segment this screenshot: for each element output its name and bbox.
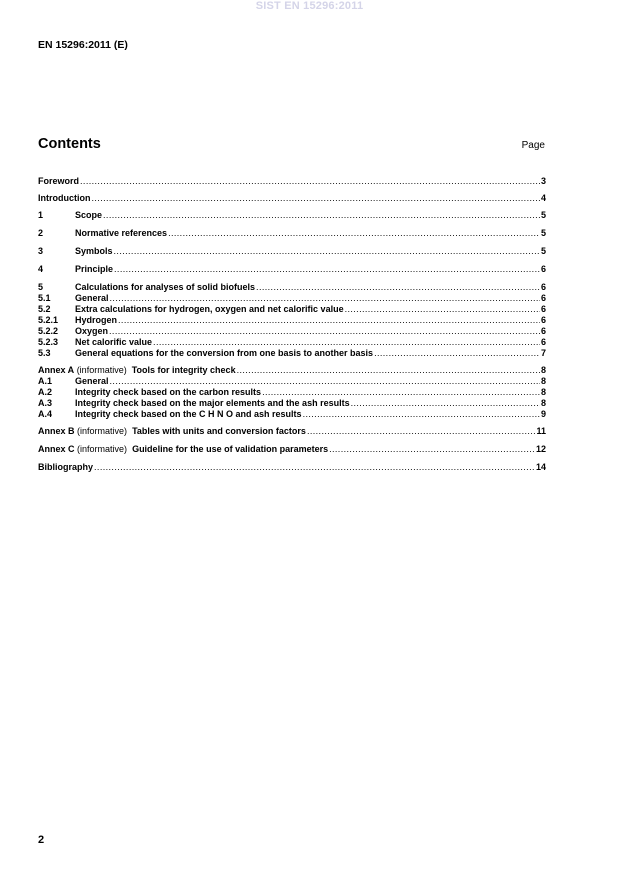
toc-entry-title <box>38 365 236 376</box>
dot-leader <box>110 376 540 387</box>
toc-entry-annex-c[interactable] <box>38 444 546 455</box>
toc-entry-page: 6 <box>540 337 546 347</box>
toc-entry-foreword[interactable] <box>38 176 546 187</box>
annex-title: Guideline for the use of validation parameters <box>132 444 329 454</box>
toc-entry-page: 8 <box>540 365 546 375</box>
dot-leader <box>168 228 540 239</box>
annex-type: (informative) <box>77 426 128 436</box>
annex-label: Annex B <box>38 426 75 436</box>
toc-entry-hydrogen[interactable] <box>38 315 546 326</box>
toc-entry-page: 9 <box>540 409 546 419</box>
toc-entry-title: Foreword <box>38 176 80 186</box>
dot-leader <box>153 337 540 348</box>
toc-entry-title: Normative references <box>75 228 168 238</box>
dot-leader <box>114 264 540 275</box>
toc-entry-major-elements-check[interactable] <box>38 398 546 409</box>
toc-entry-calculations[interactable] <box>38 282 546 293</box>
toc-entry-title: Hydrogen <box>75 315 118 325</box>
toc-entry-page: 7 <box>540 348 546 358</box>
dot-leader <box>262 387 540 398</box>
toc-entry-symbols[interactable] <box>38 246 546 257</box>
toc-entry-number: 5.1 <box>38 293 51 303</box>
dot-leader <box>80 176 540 187</box>
document-id: EN 15296:2011 (E) <box>38 39 128 51</box>
toc-entry-number: 3 <box>38 246 44 256</box>
toc-entry-net-calorific-value[interactable] <box>38 337 546 348</box>
toc-entry-title: Integrity check based on the major elements and the ash results <box>75 398 350 408</box>
dot-leader <box>329 444 535 455</box>
toc-entry-title: Introduction <box>38 193 91 203</box>
dot-leader <box>110 293 540 304</box>
dot-leader <box>374 348 540 359</box>
toc-entry-page: 8 <box>540 398 546 408</box>
toc-entry-title: General <box>75 376 109 386</box>
toc-entry-title: Net calorific value <box>75 337 153 347</box>
toc-entry-number: A.4 <box>38 409 53 419</box>
dot-leader <box>114 246 540 257</box>
watermark: SIST EN 15296:2011 <box>255 0 364 12</box>
toc-entry-title <box>38 444 328 455</box>
dot-leader <box>118 315 540 326</box>
toc-entry-title: General <box>75 293 109 303</box>
toc-entry-general-equations[interactable] <box>38 348 546 359</box>
toc-entry-page: 11 <box>536 426 546 436</box>
toc-entry-page: 6 <box>540 315 546 325</box>
toc-entry-number: A.3 <box>38 398 53 408</box>
toc-entry-number: 5.2.1 <box>38 315 59 325</box>
toc-entry-number: 1 <box>38 210 44 220</box>
toc-entry-page: 14 <box>535 462 546 472</box>
toc-entry-number: 2 <box>38 228 44 238</box>
toc-entry-annex-b[interactable] <box>38 426 546 437</box>
toc-entry-oxygen[interactable] <box>38 326 546 337</box>
annex-title: Tools for integrity check <box>131 365 236 375</box>
toc-entry-title: Calculations for analyses of solid biofuels <box>75 282 256 292</box>
toc-entry-normative-references[interactable] <box>38 228 546 239</box>
dot-leader <box>351 398 540 409</box>
annex-label: Annex A <box>38 365 75 375</box>
toc-entry-page: 8 <box>540 376 546 386</box>
dot-leader <box>103 210 540 221</box>
toc-entry-number: 5.2.2 <box>38 326 59 336</box>
dot-leader <box>307 426 536 437</box>
toc-entry-number: 5.2 <box>38 304 51 314</box>
toc-entry-page: 6 <box>540 304 546 314</box>
toc-entry-chno-check[interactable] <box>38 409 546 420</box>
toc-entry-title: Principle <box>75 264 114 274</box>
toc-entry-carbon-check[interactable] <box>38 387 546 398</box>
toc-entry-general[interactable] <box>38 293 546 304</box>
annex-title: Tables with units and conversion factors <box>132 426 306 436</box>
toc-entry-title: Oxygen <box>75 326 109 336</box>
toc-entry-principle[interactable] <box>38 264 546 275</box>
toc-entry-page: 8 <box>540 387 546 397</box>
toc-entry-annex-a-general[interactable] <box>38 376 546 387</box>
toc-entry-title <box>38 426 306 437</box>
toc-entry-number: 4 <box>38 264 44 274</box>
dot-leader <box>303 409 540 420</box>
toc-entry-page: 6 <box>540 326 546 336</box>
dot-leader <box>92 193 540 204</box>
toc-entry-page: 5 <box>540 228 546 238</box>
toc-entry-annex-a[interactable] <box>38 365 546 376</box>
toc-entry-page: 6 <box>540 282 546 292</box>
toc-entry-bibliography[interactable] <box>38 462 546 473</box>
toc-entry-scope[interactable] <box>38 210 546 221</box>
toc-entry-number: 5.3 <box>38 348 51 358</box>
toc-entry-page: 5 <box>540 246 546 256</box>
toc-entry-page: 5 <box>540 210 546 220</box>
toc-entry-page: 12 <box>535 444 546 454</box>
toc-entry-title: Integrity check based on the C H N O and ash results <box>75 409 302 419</box>
toc-entry-title: General equations for the conversion from one basis to another basis <box>75 348 374 358</box>
page-title: Contents <box>38 136 101 152</box>
toc-entry-number: A.2 <box>38 387 53 397</box>
page-column-label: Page <box>521 140 545 151</box>
toc-entry-page: 6 <box>540 264 546 274</box>
annex-label: Annex C <box>38 444 75 454</box>
toc-entry-page: 4 <box>540 193 546 203</box>
toc-entry-extra-calculations[interactable] <box>38 304 546 315</box>
toc-entry-introduction[interactable] <box>38 193 546 204</box>
table-of-contents <box>38 176 546 473</box>
toc-entry-page: 3 <box>540 176 546 186</box>
dot-leader <box>256 282 540 293</box>
toc-entry-number: 5.2.3 <box>38 337 59 347</box>
toc-entry-number: A.1 <box>38 376 53 386</box>
toc-entry-title: Integrity check based on the carbon results <box>75 387 262 397</box>
toc-entry-title: Symbols <box>75 246 113 256</box>
page-number: 2 <box>38 834 45 846</box>
toc-entry-title: Bibliography <box>38 462 94 472</box>
dot-leader <box>345 304 540 315</box>
toc-entry-number: 5 <box>38 282 44 292</box>
annex-type: (informative) <box>77 444 128 454</box>
dot-leader <box>237 365 540 376</box>
toc-entry-title: Scope <box>75 210 103 220</box>
dot-leader <box>109 326 540 337</box>
dot-leader <box>94 462 535 473</box>
toc-entry-page: 6 <box>540 293 546 303</box>
toc-entry-title: Extra calculations for hydrogen, oxygen and net calorific value <box>75 304 344 314</box>
annex-type: (informative) <box>76 365 127 375</box>
